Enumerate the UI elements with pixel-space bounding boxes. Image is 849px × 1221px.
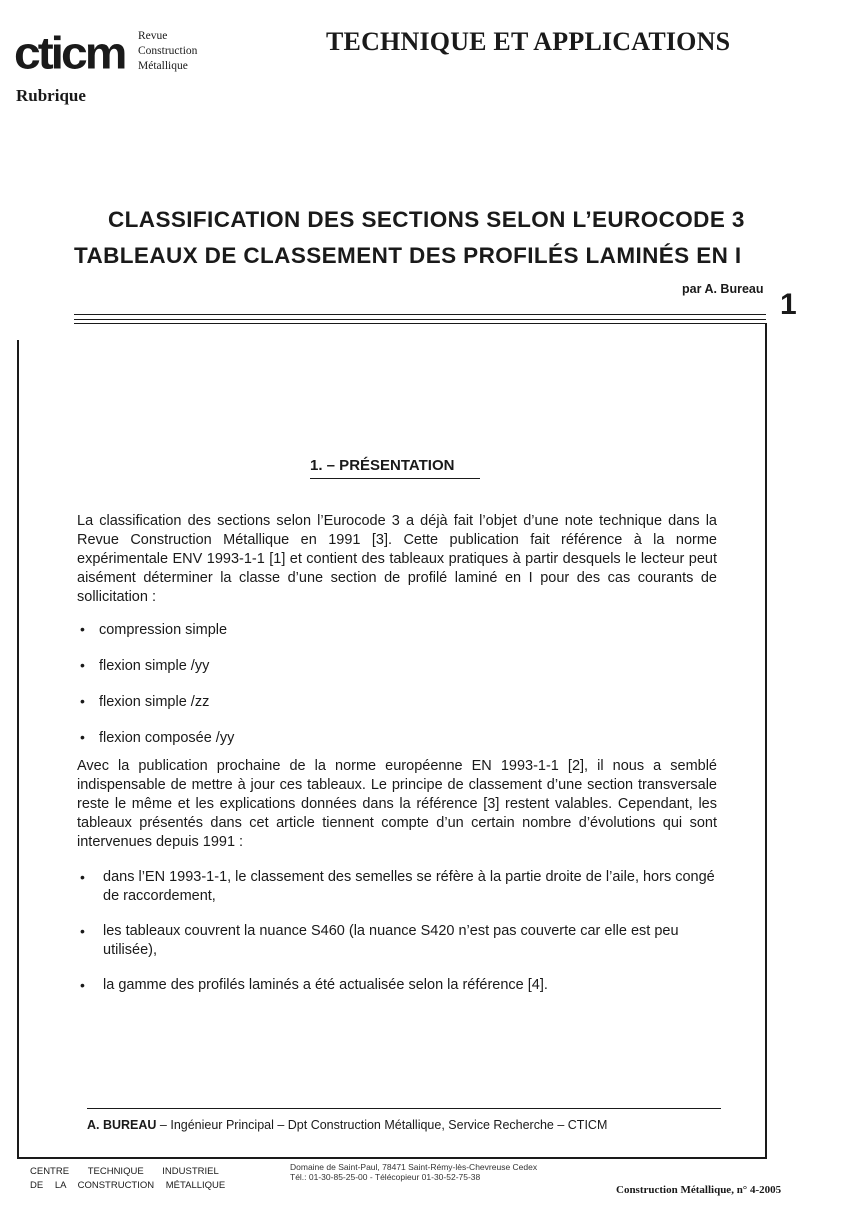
org-word: TECHNIQUE <box>87 1166 144 1177</box>
org-word: CENTRE <box>30 1166 70 1177</box>
author-footnote <box>87 1118 607 1132</box>
list-item-text: flexion simple /yy <box>98 658 210 674</box>
list-item-text: compression simple <box>98 622 228 638</box>
paragraph-intro: La classification des sections selon l’Eurocode 3 a déjà fait l’objet d’une note technique dans la Revue Construction Métallique en 1991 [3]. Cette publication fait référence à la norme expérimentale ENV 1993-1-1 [1] et contient des tableaux pratiques à partir desquels le lecteur peut aisément déterminer la classe d’une section de profilé laminé en I pour des cas courants de sollicitation : <box>77 513 717 605</box>
section-heading: 1. – PRÉSENTATION <box>310 457 455 474</box>
bullet-icon: • <box>80 693 85 709</box>
list-item <box>80 868 720 906</box>
list-item-text: flexion composée /yy <box>98 730 235 746</box>
title-rule <box>74 323 766 324</box>
issue-label: Construction Métallique, n° 4-2005 <box>616 1184 782 1196</box>
list-item <box>80 728 234 748</box>
revue-line: Revue <box>138 30 168 42</box>
revue-line: Métallique <box>138 60 188 72</box>
list-item-text: flexion simple /zz <box>98 694 210 710</box>
list-item-text: dans l’EN 1993-1-1, le classement des semelles se réfère à la partie droite de l’aile, hors congé de raccordement, <box>103 869 715 904</box>
address-line: Domaine de Saint-Paul, 78471 Saint-Rémy-lès-Chevreuse Cedex <box>290 1162 538 1172</box>
revue-line: Construction <box>138 45 198 57</box>
frame-left-border <box>17 340 19 1158</box>
list-item <box>80 922 720 960</box>
org-name-line1 <box>30 1165 219 1178</box>
section-heading-underline <box>310 478 480 479</box>
org-address <box>290 1162 537 1182</box>
bullet-icon: • <box>80 657 85 673</box>
frame-right-border <box>765 323 767 1158</box>
org-name-line2 <box>30 1179 225 1192</box>
paragraph-update: Avec la publication prochaine de la norme européenne EN 1993-1-1 [2], il nous a semblé indispensable de mettre à jour ces tableaux. Le principe de classement d’une section transversale reste le même et les explications données dans la référence [3] restent valables. Cependant, les tableaux présentés dans cet article tiennent compte d’un certain nombre d’évolutions qui sont intervenues depuis 1991 : <box>77 758 717 850</box>
list-item-text: la gamme des profilés laminés a été actualisée selon la référence [4]. <box>103 977 548 993</box>
list-item <box>80 976 720 995</box>
footnote-rule <box>87 1108 721 1109</box>
rubrique-label: Rubrique <box>16 86 86 105</box>
title-rule <box>74 314 766 315</box>
bullet-icon: • <box>80 729 85 745</box>
org-word: INDUSTRIEL <box>162 1166 219 1177</box>
list-item-text: les tableaux couvrent la nuance S460 (la nuance S420 n’est pas couverte car elle est peu utilisée), <box>103 923 679 958</box>
article-title-line1: CLASSIFICATION DES SECTIONS SELON L’EUROCODE 3 <box>108 207 745 232</box>
bullet-icon: • <box>80 621 85 637</box>
bullet-icon: • <box>80 977 85 993</box>
title-rule <box>74 319 766 320</box>
page-number: 1 <box>780 288 797 321</box>
author-byline: par A. Bureau <box>682 282 764 296</box>
revue-label <box>138 29 197 74</box>
org-word: DE <box>30 1180 44 1191</box>
footnote-author-name: A. BUREAU <box>87 1118 157 1132</box>
org-word: CONSTRUCTION <box>77 1180 155 1191</box>
section-title: TECHNIQUE ET APPLICATIONS <box>326 27 731 56</box>
frame-bottom-border <box>17 1157 767 1159</box>
bullet-icon: • <box>80 869 85 885</box>
org-word: MÉTALLIQUE <box>165 1180 226 1191</box>
cticm-logo: cticm <box>14 28 125 79</box>
org-word: LA <box>54 1180 66 1191</box>
phone-line: Tél.: 01-30-85-25-00 - Télécopieur 01-30-52-75-38 <box>290 1172 481 1182</box>
article-title-line2: TABLEAUX DE CLASSEMENT DES PROFILÉS LAMINÉS EN I <box>74 243 742 268</box>
bullet-icon: • <box>80 923 85 939</box>
footnote-affiliation: – Ingénieur Principal – Dpt Construction Métallique, Service Recherche – CTICM <box>156 1118 608 1132</box>
list-item <box>80 656 209 676</box>
list-item <box>80 692 209 712</box>
list-item <box>80 620 227 640</box>
